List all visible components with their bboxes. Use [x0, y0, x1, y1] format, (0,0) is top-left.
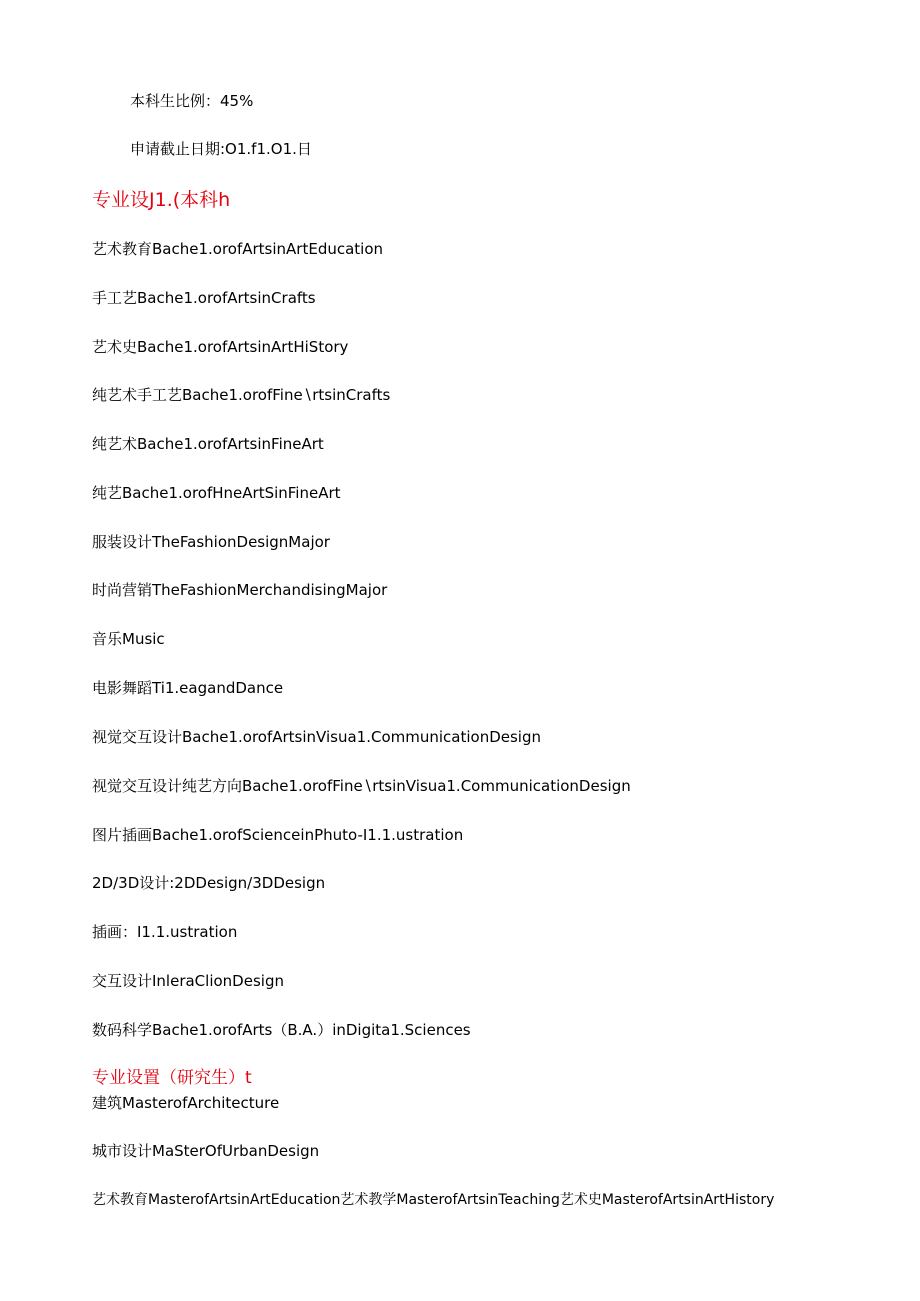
undergrad-major-item: 图片插画Bache1.orofScienceinPhuto-I1.1.ustration	[92, 826, 464, 844]
undergrad-ratio: 本科生比例：45%	[130, 92, 254, 110]
undergrad-major-item: 纯艺术Bache1.orofArtsinFineArt	[92, 435, 324, 453]
undergrad-major-item: 电影舞蹈Ti1.eagandDance	[92, 679, 284, 697]
undergrad-major-item: 视觉交互设计纯艺方向Bache1.orofFine∖rtsinVisua1.CommunicationDesign	[92, 777, 631, 795]
grad-major-item: 城市设计MaSterOfUrbanDesign	[92, 1142, 320, 1160]
undergrad-major-item: 视觉交互设计Bache1.orofArtsinVisua1.CommunicationDesign	[92, 728, 541, 746]
grad-majors-heading: 专业设置（研究生）t	[92, 1068, 252, 1088]
undergrad-major-item: 音乐Music	[92, 630, 165, 648]
undergrad-majors-heading: 专业设J1.(本科h	[92, 189, 231, 211]
undergrad-major-item: 交互设计InleraClionDesign	[92, 972, 284, 990]
undergrad-major-item: 插画：I1.1.ustration	[92, 923, 238, 941]
undergrad-major-item: 2D∕3D设计:2DDesign∕3DDesign	[92, 874, 326, 892]
undergrad-major-item: 纯艺术手工艺Bache1.orofFine∖rtsinCrafts	[92, 386, 391, 404]
undergrad-major-item: 艺术教育Bache1.orofArtsinArtEducation	[92, 240, 384, 258]
undergrad-major-item: 纯艺Bache1.orofHneArtSinFineArt	[92, 484, 341, 502]
grad-major-item: 建筑MasterofArchitecture	[92, 1094, 280, 1112]
application-deadline: 申请截止日期:O1.f1.O1.日	[130, 140, 312, 158]
undergrad-major-item: 服装设计TheFashionDesignMajor	[92, 533, 330, 551]
undergrad-major-item: 手工艺Bache1.orofArtsinCrafts	[92, 289, 316, 307]
undergrad-major-item: 艺术史Bache1.orofArtsinArtHiStory	[92, 338, 349, 356]
undergrad-major-item: 数码科学Bache1.orofArts（B.A.）inDigita1.Sciences	[92, 1021, 471, 1039]
undergrad-major-item: 时尚营销TheFashionMerchandisingMajor	[92, 581, 388, 599]
grad-major-item: 艺术教育MasterofArtsinArtEducation艺术教学MasterofArtsinTeaching艺术史MasterofArtsinArtHistory	[92, 1192, 775, 1208]
